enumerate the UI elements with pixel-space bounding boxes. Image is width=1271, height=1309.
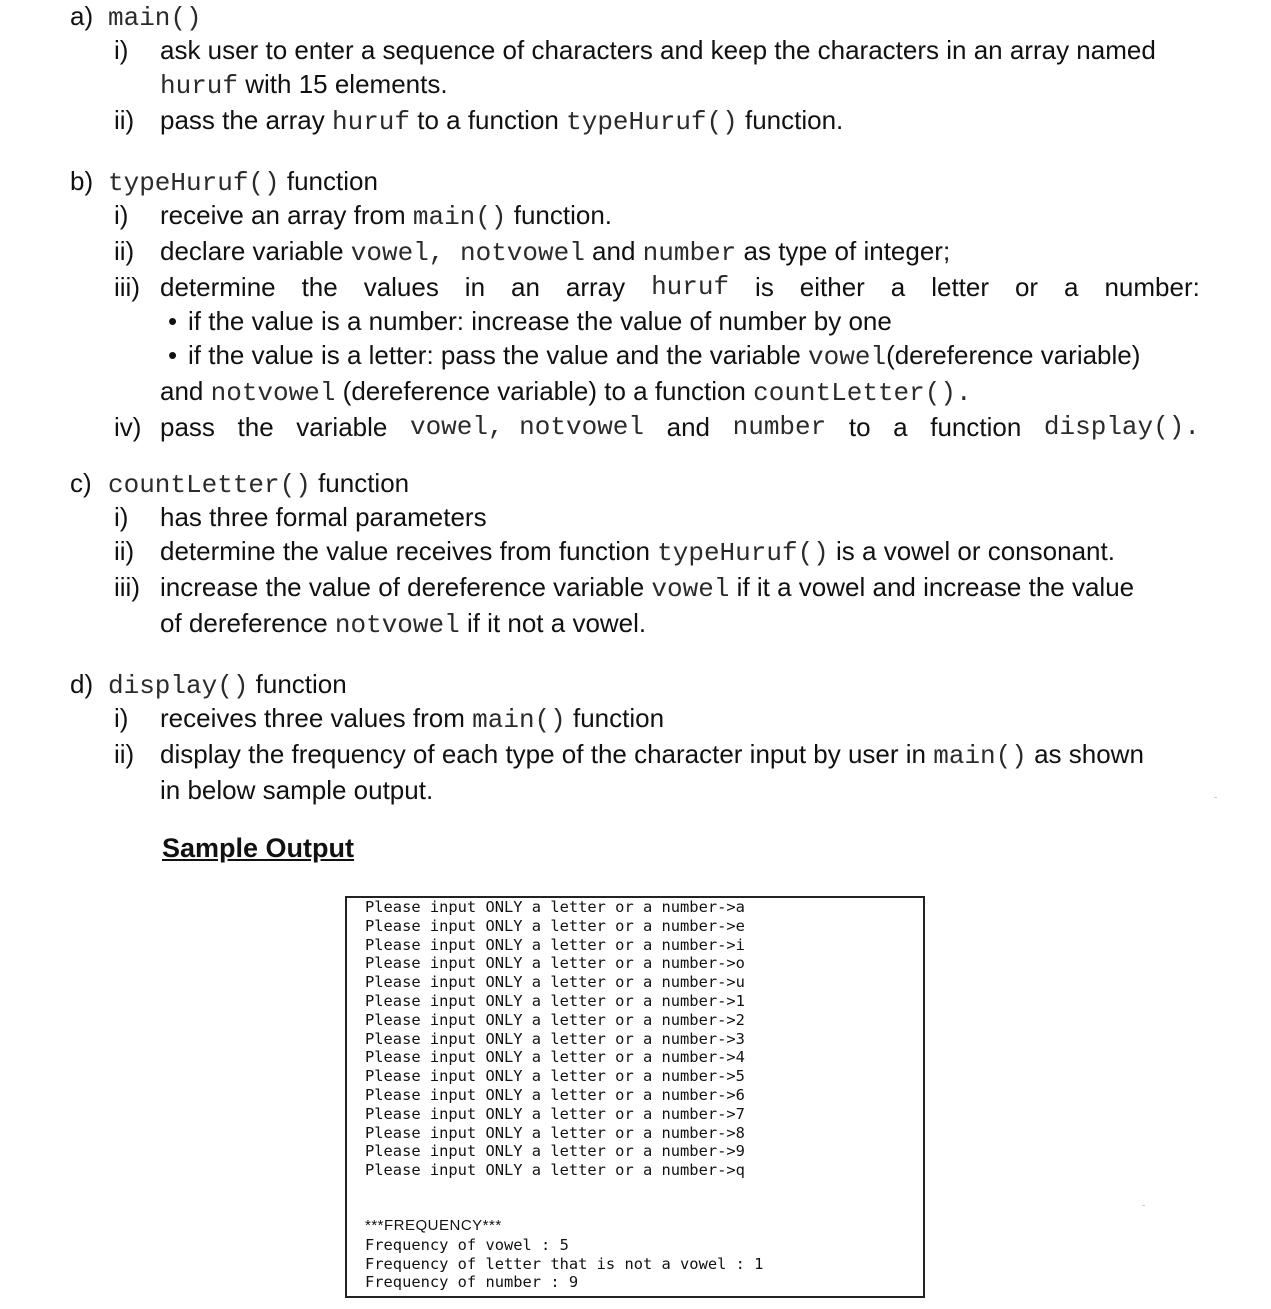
- code-text: notvowel: [210, 378, 336, 408]
- text-run: with 15 elements.: [238, 69, 448, 99]
- function-name: countLetter(): [108, 470, 311, 500]
- console-input: 4: [735, 1048, 745, 1067]
- console-prompt: Please input ONLY a letter or a number->: [365, 1161, 736, 1180]
- console-input: 6: [735, 1085, 745, 1104]
- console-input: 5: [735, 1067, 745, 1086]
- sample-output-console: [345, 896, 925, 1298]
- text-run: as shown: [1026, 739, 1144, 769]
- text-run: display the frequency of each type of the character input by user in: [160, 739, 934, 769]
- console-prompt: Please input ONLY a letter or a number->: [365, 1085, 736, 1104]
- word: a: [893, 412, 908, 442]
- code-text: huruf: [331, 107, 410, 137]
- item-number: iv): [114, 412, 142, 442]
- word: number:: [1104, 272, 1200, 302]
- section-c-heading: [70, 466, 1200, 500]
- section-b-heading: [70, 164, 1200, 198]
- console-input: 9: [735, 1142, 745, 1161]
- function-suffix: function: [310, 468, 410, 498]
- section-b: [70, 164, 1200, 444]
- console-input: 8: [735, 1123, 745, 1142]
- scan-speck: [1214, 797, 1217, 798]
- console-input: a: [735, 898, 745, 916]
- console-input: o: [735, 954, 745, 973]
- word: pass: [160, 412, 215, 442]
- section-d: [70, 667, 1200, 807]
- bullet-icon: •: [168, 306, 178, 336]
- word: function: [930, 412, 1022, 442]
- code-text: notvowel: [334, 610, 460, 640]
- console-line: [365, 1105, 923, 1124]
- text-run: if the value is a number: increase the value of number by one: [188, 306, 892, 336]
- bullet-item: [70, 338, 1200, 374]
- console-line: [365, 936, 923, 955]
- console-input: 2: [735, 1010, 745, 1029]
- frequency-line: Frequency of vowel : 5: [365, 1235, 569, 1254]
- list-item: [70, 737, 1200, 773]
- code-text: huruf: [160, 71, 239, 101]
- console-line: [365, 1124, 923, 1143]
- text-run: in below sample output.: [160, 775, 434, 805]
- word: in: [464, 272, 486, 302]
- section-d-heading: [70, 667, 1200, 701]
- list-item: [70, 103, 1200, 139]
- word: number: [732, 412, 827, 442]
- code-text: countLetter().: [753, 378, 972, 408]
- console-prompt: Please input ONLY a letter or a number->: [365, 973, 736, 992]
- code-text: vowel: [651, 574, 730, 604]
- console-line: [365, 1086, 923, 1105]
- bullet-icon: •: [168, 340, 178, 370]
- item-number: ii): [114, 105, 135, 135]
- list-item: [70, 534, 1200, 570]
- code-text: main(): [933, 741, 1027, 771]
- text-run: pass the array: [160, 105, 332, 135]
- word: an: [511, 272, 540, 302]
- list-item: [70, 33, 1200, 67]
- item-number: ii): [114, 739, 135, 769]
- code-text: vowel: [808, 342, 887, 372]
- word: to: [848, 412, 871, 442]
- console-line: [365, 1161, 923, 1180]
- text-run: function: [565, 703, 665, 733]
- item-number: iii): [114, 272, 140, 302]
- console-prompt: Please input ONLY a letter or a number->: [365, 1010, 736, 1029]
- console-line: [365, 992, 923, 1011]
- word: letter: [931, 272, 990, 302]
- text-run: receive an array from: [160, 200, 413, 230]
- word: a: [1064, 272, 1079, 302]
- frequency-header: ***FREQUENCY***: [365, 1216, 502, 1234]
- word: is: [755, 272, 774, 302]
- console-line: [365, 898, 923, 917]
- list-item: [70, 500, 1200, 534]
- continuation-line: [70, 374, 1200, 410]
- console-prompt: Please input ONLY a letter or a number->: [365, 1029, 736, 1048]
- continuation-line: [70, 606, 1200, 642]
- text-run: function.: [506, 200, 613, 230]
- section-label: d): [70, 669, 94, 699]
- item-number: ii): [114, 236, 135, 266]
- section-a-heading: [70, 0, 1200, 33]
- section-label: a): [70, 1, 94, 31]
- word: or: [1014, 272, 1039, 302]
- console-line: [365, 954, 923, 973]
- console-prompt: Please input ONLY a letter or a number->: [365, 1123, 736, 1142]
- console-input: q: [735, 1161, 745, 1180]
- justified-line: [160, 410, 1200, 444]
- item-number: i): [114, 35, 129, 65]
- console-prompt: Please input ONLY a letter or a number->: [365, 954, 736, 973]
- frequency-line: Frequency of letter that is not a vowel : 1: [365, 1254, 764, 1273]
- console-input: 1: [735, 991, 745, 1010]
- word: the: [237, 412, 274, 442]
- item-number: ii): [114, 536, 135, 566]
- text-run: if it a vowel and increase the value: [729, 572, 1135, 602]
- text-run: is a vowel or consonant.: [828, 536, 1115, 566]
- code-text: main(): [412, 202, 507, 232]
- console-prompt: Please input ONLY a letter or a number->: [365, 916, 736, 935]
- console-line: [365, 973, 923, 992]
- text-run: function.: [737, 105, 844, 135]
- section-a: [70, 0, 1200, 139]
- section-label: b): [70, 166, 94, 196]
- console-line: [365, 1142, 923, 1161]
- console-prompt: Please input ONLY a letter or a number->: [365, 1142, 736, 1161]
- code-text: typeHuruf(): [566, 107, 738, 137]
- section-c: [70, 466, 1200, 642]
- console-prompt: Please input ONLY a letter or a number->: [365, 1048, 736, 1067]
- item-number: i): [114, 502, 129, 532]
- continuation-line: [70, 773, 1200, 807]
- console-input: e: [735, 916, 745, 935]
- console-line: [365, 1048, 923, 1067]
- function-name: display(): [108, 671, 249, 701]
- text-run: ask user to enter a sequence of characters and keep the characters in an array named: [160, 35, 1156, 65]
- text-run: if it not a vowel.: [459, 608, 647, 638]
- text-run: and: [584, 236, 643, 266]
- code-text: number: [642, 238, 737, 268]
- console-line: [365, 1030, 923, 1049]
- word: the: [301, 272, 338, 302]
- console-line: [365, 917, 923, 936]
- word: vowel, notvowel: [409, 412, 645, 442]
- section-label: c): [70, 468, 92, 498]
- console-prompt: Please input ONLY a letter or a number->: [365, 898, 736, 916]
- list-item: [70, 67, 1200, 103]
- frequency-line: Frequency of number : 9: [365, 1273, 579, 1292]
- console-line: [365, 1011, 923, 1030]
- code-text: vowel, notvowel: [350, 238, 585, 268]
- function-suffix: function: [279, 166, 378, 196]
- word: and: [666, 412, 711, 442]
- text-run: and: [160, 376, 211, 406]
- code-text: main(): [472, 705, 566, 735]
- bullet-item: [70, 304, 1200, 338]
- console-prompt: Please input ONLY a letter or a number->: [365, 1104, 736, 1123]
- console-input: u: [735, 973, 745, 992]
- text-run: (dereference variable) to a function: [335, 376, 754, 406]
- list-item: [70, 198, 1200, 234]
- text-run: to a function: [410, 105, 567, 135]
- text-run: of dereference: [160, 608, 335, 638]
- text-run: determine the value receives from function: [160, 536, 658, 566]
- text-run: if the value is a letter: pass the value and the variable: [188, 340, 809, 370]
- function-suffix: function: [248, 669, 347, 699]
- justified-line: [160, 270, 1200, 304]
- console-prompt: Please input ONLY a letter or a number->: [365, 935, 736, 954]
- word: display().: [1043, 412, 1200, 442]
- word: variable: [296, 412, 388, 442]
- console-prompt: Please input ONLY a letter or a number->: [365, 991, 736, 1010]
- list-item: [70, 234, 1200, 270]
- word: values: [363, 272, 439, 302]
- word: either: [799, 272, 865, 302]
- code-text: typeHuruf(): [657, 538, 829, 568]
- list-item: [70, 410, 1200, 444]
- sample-output-title: Sample Output: [162, 833, 355, 863]
- word: array: [565, 272, 626, 302]
- console-prompt: Please input ONLY a letter or a number->: [365, 1067, 736, 1086]
- console-input: 7: [735, 1104, 745, 1123]
- console-input: i: [735, 935, 745, 954]
- text-run: receives three values from: [160, 703, 473, 733]
- list-item: [70, 701, 1200, 737]
- text-run: has three formal parameters: [160, 502, 487, 532]
- list-item: [70, 270, 1200, 304]
- word: determine: [160, 272, 276, 302]
- list-item: [70, 570, 1200, 606]
- text-run: (dereference variable): [886, 340, 1141, 370]
- word: a: [890, 272, 906, 302]
- function-name: typeHuruf(): [108, 168, 280, 198]
- word: huruf: [651, 272, 730, 302]
- item-number: i): [114, 200, 129, 230]
- item-number: i): [114, 703, 129, 733]
- function-name: main(): [108, 3, 202, 33]
- text-run: increase the value of dereference variable: [160, 572, 652, 602]
- scan-speck: [1142, 1205, 1145, 1206]
- text-run: as type of integer;: [736, 236, 951, 266]
- console-line: [365, 1067, 923, 1086]
- console-input: 3: [735, 1029, 745, 1048]
- item-number: iii): [114, 572, 140, 602]
- text-run: declare variable: [160, 236, 351, 266]
